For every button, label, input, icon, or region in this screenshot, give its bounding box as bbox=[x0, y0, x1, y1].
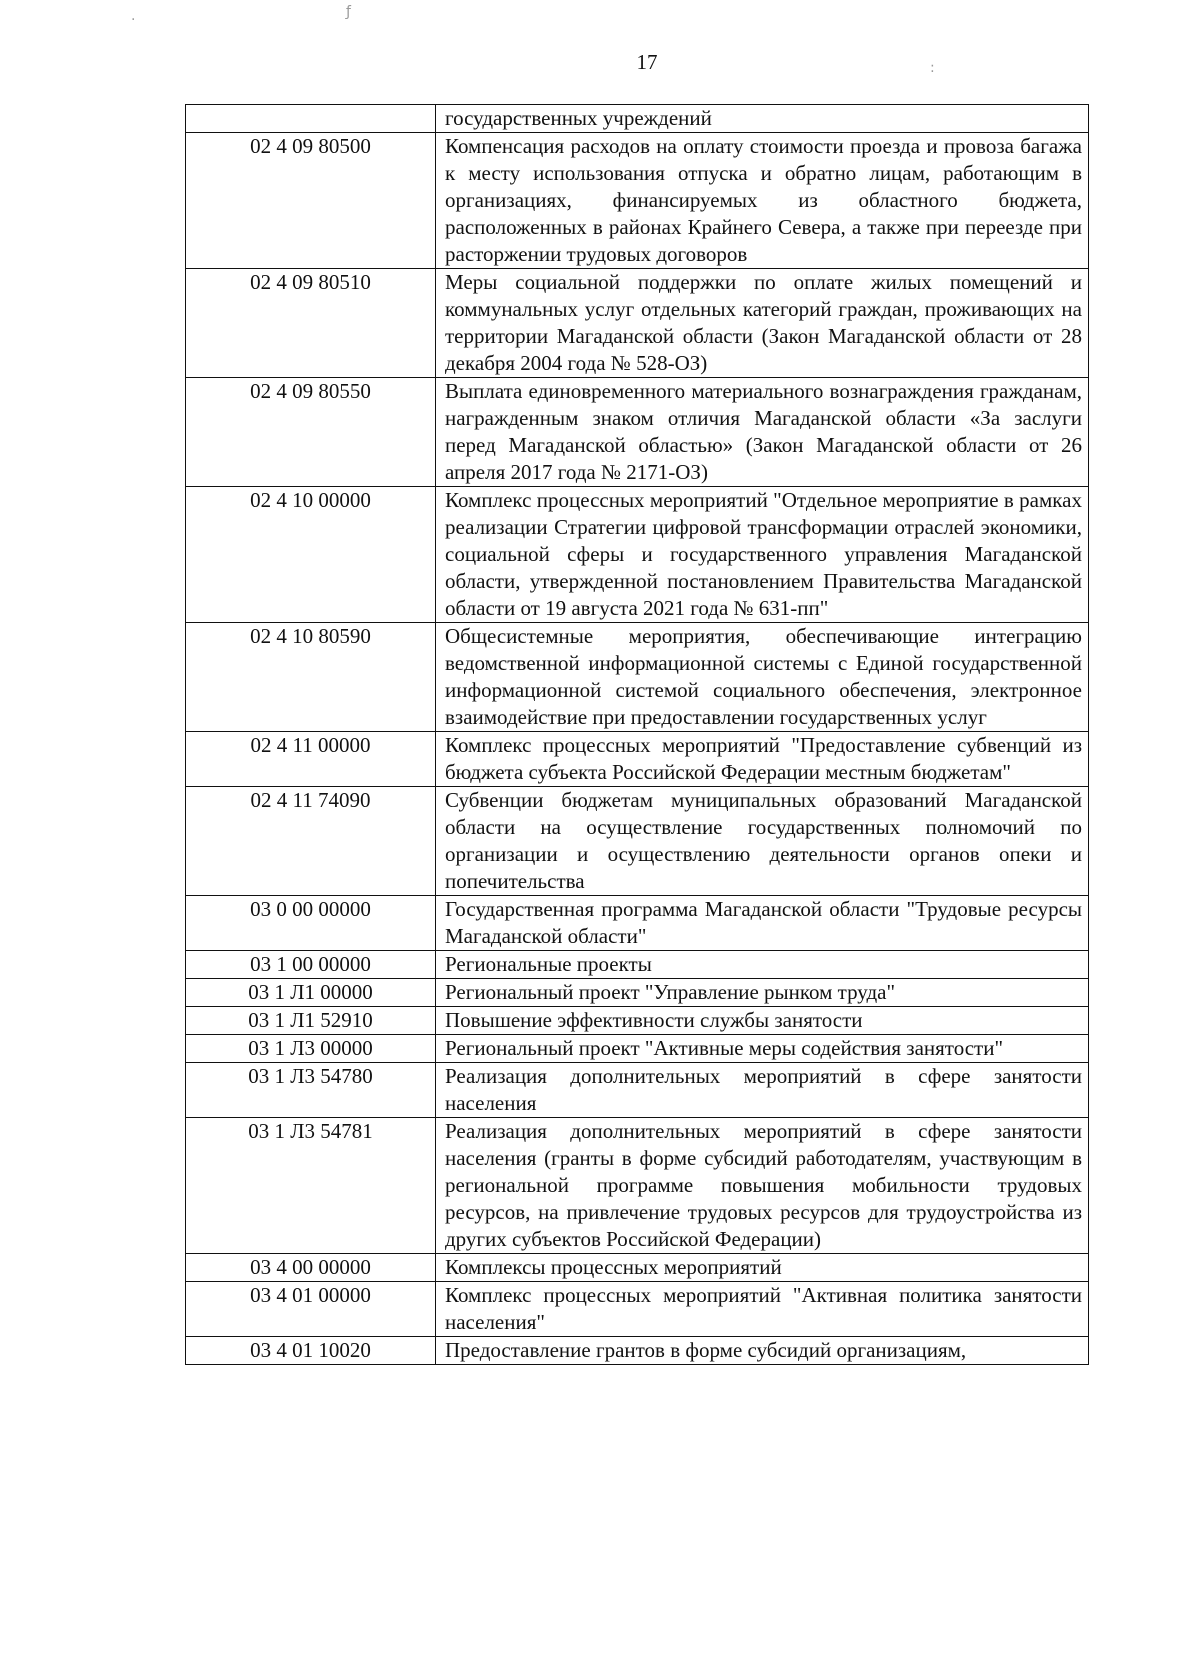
table-row bbox=[186, 1035, 1089, 1063]
row-code-cell: 02 4 11 74090 bbox=[186, 787, 436, 896]
row-code-cell: 03 1 Л3 54781 bbox=[186, 1118, 436, 1254]
table-row bbox=[186, 951, 1089, 979]
row-description-cell: Субвенции бюджетам муниципальных образований Магаданской области на осуществление государственных полномочий по организации и осуществлению деятельности органов опеки и попечительства bbox=[436, 787, 1089, 896]
row-code-cell: 02 4 10 00000 bbox=[186, 487, 436, 623]
row-code-cell: 03 0 00 00000 bbox=[186, 896, 436, 951]
scan-mark: : bbox=[930, 60, 935, 76]
row-description-cell: Региональные проекты bbox=[436, 951, 1089, 979]
row-code-cell bbox=[186, 105, 436, 133]
row-description-cell: Комплекс процессных мероприятий "Активная политика занятости населения" bbox=[436, 1282, 1089, 1337]
table-row bbox=[186, 1118, 1089, 1254]
row-code-cell: 03 1 Л1 00000 bbox=[186, 979, 436, 1007]
table-row bbox=[186, 133, 1089, 269]
row-code-cell: 03 1 00 00000 bbox=[186, 951, 436, 979]
row-description-cell: Компенсация расходов на оплату стоимости проезда и провоза багажа к месту использования отпуска и обратно лицам, работающим в организациях, финансируемых из областного бюджета, расположенных в районах Крайнего Севера, а также при переезде при расторжении трудовых договоров bbox=[436, 133, 1089, 269]
row-code-cell: 03 4 01 00000 bbox=[186, 1282, 436, 1337]
row-description-cell: государственных учреждений bbox=[436, 105, 1089, 133]
table-row bbox=[186, 896, 1089, 951]
row-description-cell: Меры социальной поддержки по оплате жилых помещений и коммунальных услуг отдельных категорий граждан, проживающих на территории Магаданской области (Закон Магаданской области от 28 декабря 2004 года № 528-ОЗ) bbox=[436, 269, 1089, 378]
table-row bbox=[186, 269, 1089, 378]
table-row bbox=[186, 1254, 1089, 1282]
row-code-cell: 03 1 Л3 54780 bbox=[186, 1063, 436, 1118]
row-description-cell: Региональный проект "Управление рынком труда" bbox=[436, 979, 1089, 1007]
row-description-cell: Комплексы процессных мероприятий bbox=[436, 1254, 1089, 1282]
row-description-cell: Повышение эффективности службы занятости bbox=[436, 1007, 1089, 1035]
table-row bbox=[186, 979, 1089, 1007]
row-code-cell: 02 4 09 80510 bbox=[186, 269, 436, 378]
table-row bbox=[186, 787, 1089, 896]
row-code-cell: 02 4 09 80550 bbox=[186, 378, 436, 487]
row-description-cell: Государственная программа Магаданской области "Трудовые ресурсы Магаданской области" bbox=[436, 896, 1089, 951]
table-row bbox=[186, 105, 1089, 133]
row-code-cell: 03 1 Л1 52910 bbox=[186, 1007, 436, 1035]
table-row bbox=[186, 732, 1089, 787]
row-code-cell: 03 1 Л3 00000 bbox=[186, 1035, 436, 1063]
table-row bbox=[186, 1282, 1089, 1337]
row-code-cell: 02 4 11 00000 bbox=[186, 732, 436, 787]
table-row bbox=[186, 623, 1089, 732]
table-row bbox=[186, 1007, 1089, 1035]
page-number: 17 bbox=[636, 50, 658, 74]
row-description-cell: Реализация дополнительных мероприятий в сфере занятости населения bbox=[436, 1063, 1089, 1118]
table-row bbox=[186, 487, 1089, 623]
scan-mark: · bbox=[131, 12, 136, 28]
budget-classification-table bbox=[185, 104, 1089, 1365]
row-description-cell: Предоставление грантов в форме субсидий организациям, bbox=[436, 1337, 1089, 1365]
row-code-cell: 03 4 01 10020 bbox=[186, 1337, 436, 1365]
scan-mark: ƒ bbox=[346, 4, 351, 20]
table-row bbox=[186, 1337, 1089, 1365]
row-description-cell: Общесистемные мероприятия, обеспечивающие интеграцию ведомственной информационной системы с Единой государственной информационной системой социального обеспечения, электронное взаимодействие при предоставлении государственных услуг bbox=[436, 623, 1089, 732]
row-description-cell: Выплата единовременного материального вознаграждения гражданам, награжденным знаком отличия Магаданской области «За заслуги перед Магаданской областью» (Закон Магаданской области от 26 апреля 2017 года № 2171-ОЗ) bbox=[436, 378, 1089, 487]
row-description-cell: Комплекс процессных мероприятий "Предоставление субвенций из бюджета субъекта Российской Федерации местным бюджетам" bbox=[436, 732, 1089, 787]
row-description-cell: Региональный проект "Активные меры содействия занятости" bbox=[436, 1035, 1089, 1063]
row-code-cell: 03 4 00 00000 bbox=[186, 1254, 436, 1282]
row-code-cell: 02 4 10 80590 bbox=[186, 623, 436, 732]
row-code-cell: 02 4 09 80500 bbox=[186, 133, 436, 269]
row-description-cell: Комплекс процессных мероприятий "Отдельное мероприятие в рамках реализации Стратегии цифровой трансформации отраслей экономики, социальной сферы и государственного управления Магаданской области, утвержденной постановлением Правительства Магаданской области от 19 августа 2021 года № 631-пп" bbox=[436, 487, 1089, 623]
row-description-cell: Реализация дополнительных мероприятий в сфере занятости населения (гранты в форме субсидий работодателям, участвующим в региональной программе повышения мобильности трудовых ресурсов, на привлечение трудовых ресурсов для трудоустройства из других субъектов Российской Федерации) bbox=[436, 1118, 1089, 1254]
table-row bbox=[186, 1063, 1089, 1118]
table-row bbox=[186, 378, 1089, 487]
